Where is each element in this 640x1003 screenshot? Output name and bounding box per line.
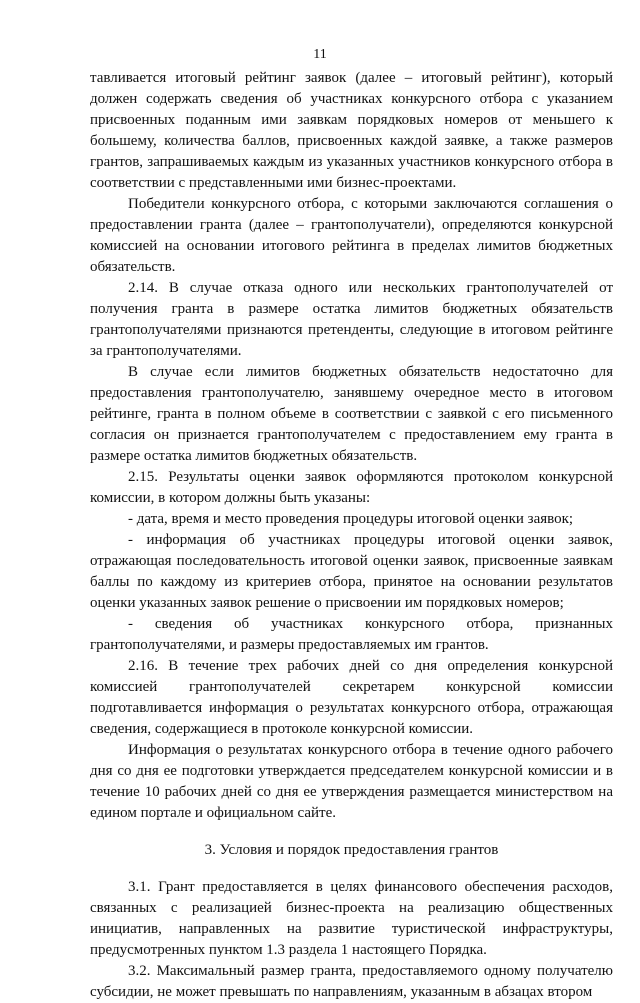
paragraph-2-15: 2.15. Результаты оценки заявок оформляются протоколом конкурсной комиссии, в котором должны быть указаны: xyxy=(90,469,613,506)
paragraph-3-1: 3.1. Грант предоставляется в целях финансового обеспечения расходов, связанных с реализацией бизнес-проекта на реализацию общественных инициатив, направленных на развитие туристической инфраструктуры, предусмотренных пунктом 1.3 раздела 1 настоящего Порядка. xyxy=(90,879,613,958)
document-body xyxy=(90,68,613,1003)
paragraph-3-2: 3.2. Максимальный размер гранта, предоставляемого одному получателю субсидии, не может превышать по направлениям, указанным в абзацах втором xyxy=(90,963,613,1000)
paragraph-rating-continuation: тавливается итоговый рейтинг заявок (далее – итоговый рейтинг), который должен содержать сведения об участниках конкурсного отбора с указанием присвоенных поданным ими заявкам порядковых номеров от меньшего к большему, количества баллов, присвоенных каждой заявке, а также размеров грантов, запрашиваемых каждым из указанных участников конкурсного отбора в соответствии с представленными ими бизнес-проектами. xyxy=(90,70,613,191)
page-number: 11 xyxy=(313,47,327,62)
paragraph-insufficient-limits: В случае если лимитов бюджетных обязательств недостаточно для предоставления грантополучателю, занявшему очередное место в итоговом рейтинге, гранта в полном объеме в соответствии с заявкой с его письменного согласия он признается грантополучателем с предоставлением ему гранта в размере остатка лимитов бюджетных обязательств. xyxy=(90,364,613,464)
paragraph-2-14: 2.14. В случае отказа одного или нескольких грантополучателей от получения гранта в размере остатка лимитов бюджетных обязательств грантополучателями признаются претенденты, следующие в итоговом рейтинге за грантополучателями. xyxy=(90,280,613,359)
paragraph-results-publication: Информация о результатах конкурсного отбора в течение одного рабочего дня со дня ее подготовки утверждается председателем конкурсной комиссии и в течение 10 рабочих дней со дня ее утверждения размещается министерством на едином портале и официальном сайте. xyxy=(90,742,613,821)
paragraph-winners: Победители конкурсного отбора, с которыми заключаются соглашения о предоставлении гранта (далее – грантополучатели), определяются конкурсной комиссией на основании итогового рейтинга в пределах лимитов бюджетных обязательств. xyxy=(90,196,613,275)
section-heading-3: 3. Условия и порядок предоставления грантов xyxy=(204,842,499,858)
list-item-participants-info: - информация об участниках процедуры итоговой оценки заявок, отражающая последовательность итоговой оценки заявок, присвоенные заявкам баллы по каждому из критериев отбора, принятое на основании результатов оценки указанных заявок решение о присвоении им порядковых номеров; xyxy=(90,532,613,611)
paragraph-2-16: 2.16. В течение трех рабочих дней со дня определения конкурсной комиссией грантополучателей секретарем конкурсной комиссии подготавливается информация о результатах конкурсного отбора, отражающая сведения, содержащиеся в протоколе конкурсной комиссии. xyxy=(90,658,613,737)
list-item-grant-recipients: - сведения об участниках конкурсного отбора, признанных грантополучателями, и размеры предоставляемых им грантов. xyxy=(90,616,613,653)
list-item-date-time-place: - дата, время и место проведения процедуры итоговой оценки заявок; xyxy=(128,511,574,527)
